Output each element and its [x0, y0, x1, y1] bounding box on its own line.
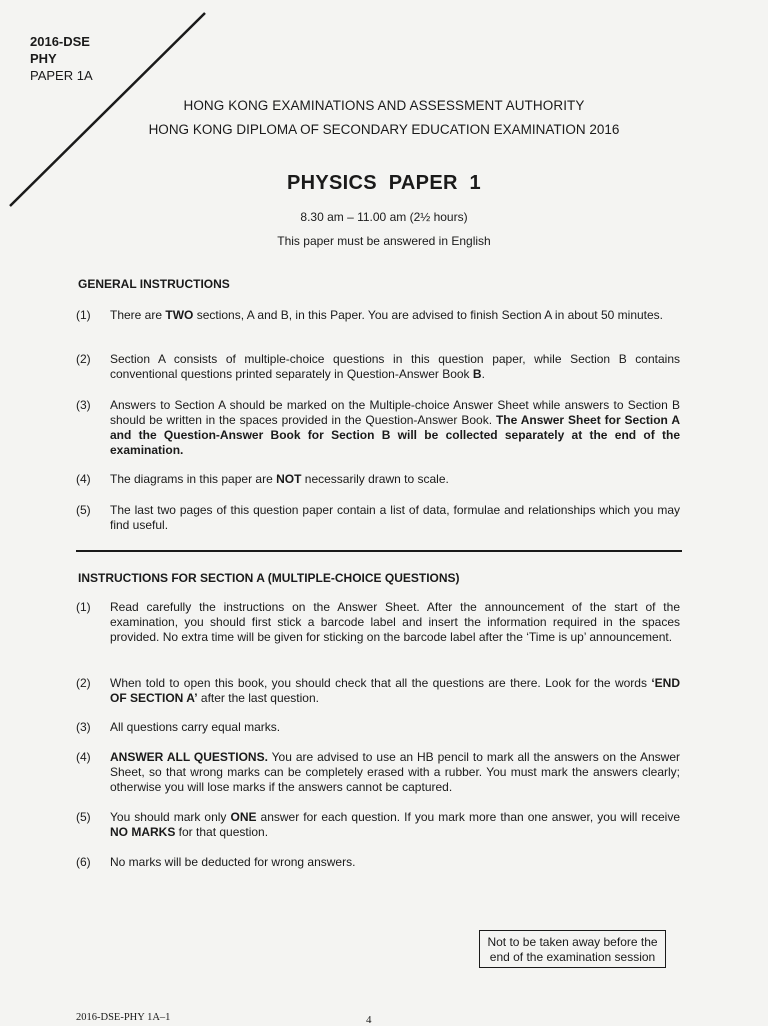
instruction-number: (5) — [76, 503, 91, 517]
instruction-emphasis: ANSWER ALL QUESTIONS. — [110, 750, 268, 764]
instruction-number: (2) — [76, 352, 91, 366]
instruction-text — [110, 600, 680, 645]
paper-code-block — [30, 33, 93, 84]
instruction-text — [110, 810, 680, 840]
instruction-text-run: When told to open this book, you should check that all the questions are there. Look for the words — [110, 676, 652, 690]
instruction-emphasis: NOT — [276, 472, 302, 486]
authority-name: HONG KONG EXAMINATIONS AND ASSESSMENT AUTHORITY — [183, 98, 585, 113]
general-instructions-heading: GENERAL INSTRUCTIONS — [78, 277, 230, 291]
section-a-instructions-heading: INSTRUCTIONS FOR SECTION A (MULTIPLE-CHOICE QUESTIONS) — [78, 571, 460, 585]
section-divider — [76, 550, 682, 552]
instruction-item — [76, 676, 680, 706]
footer-code: 2016-DSE-PHY 1A–1 — [76, 1012, 171, 1023]
instruction-number: (5) — [76, 810, 91, 824]
notice-line-2: end of the examination session — [489, 950, 656, 964]
instruction-text-run: All questions carry equal marks. — [110, 720, 281, 734]
page-number: 4 — [366, 1014, 372, 1026]
instruction-emphasis: ONE — [230, 810, 257, 824]
instruction-number: (3) — [76, 720, 91, 734]
instruction-text-run: The diagrams in this paper are — [110, 472, 277, 486]
instruction-text — [110, 308, 680, 323]
exam-time: 8.30 am – 11.00 am (2½ hours) — [300, 210, 468, 224]
instruction-emphasis: NO MARKS — [110, 825, 176, 839]
instruction-number: (2) — [76, 676, 91, 690]
language-note: This paper must be answered in English — [277, 234, 491, 248]
instruction-text-run: You should mark only — [110, 810, 231, 824]
exam-name: HONG KONG DIPLOMA OF SECONDARY EDUCATION EXAMINATION 2016 — [148, 122, 620, 137]
instruction-text-run: You are advised to use an HB pencil to mark all the answers on the Answer Sheet, so that wrong marks can be completely erased with a rubber. You must mark the answers clearly; otherwise you will lose marks if the answers cannot be captured. — [110, 750, 680, 794]
instruction-text-run: Section A consists of multiple-choice questions in this question paper, while Section B contains conventional questions printed separately in Question-Answer Book — [110, 352, 680, 381]
page-title: PHYSICS PAPER 1 — [287, 172, 481, 194]
instruction-item — [76, 750, 680, 795]
instruction-text-run: Read carefully the instructions on the Answer Sheet. After the announcement of the start of the examination, you should first stick a barcode label and insert the information required in the spaces provided. No extra time will be given for sticking on the barcode label after the ‘Time is up’ announcement. — [110, 600, 680, 644]
instruction-item — [76, 503, 680, 533]
instruction-text — [110, 750, 680, 795]
instruction-text — [110, 398, 680, 458]
instruction-emphasis: The Answer Sheet for Section A and the Question-Answer Book for Section B will be collected separately at the end of the examination. — [110, 413, 681, 457]
instruction-text-run: after the last question. — [197, 691, 319, 705]
instruction-item — [76, 472, 680, 487]
notice-box — [479, 930, 666, 968]
instruction-text-run: There are — [110, 308, 166, 322]
instruction-text — [110, 720, 680, 735]
instruction-text — [110, 855, 680, 870]
instruction-text-run: necessarily drawn to scale. — [301, 472, 449, 486]
instruction-item — [76, 398, 680, 458]
instruction-text-run: Answers to Section A should be marked on the Multiple-choice Answer Sheet while answers to Section B should be written in the spaces provided in the Question-Answer Book. — [110, 398, 680, 427]
instruction-item — [76, 352, 680, 382]
paper-code-subject: PHY — [30, 51, 57, 66]
instruction-item — [76, 720, 680, 735]
instruction-emphasis: ‘END OF SECTION A’ — [110, 676, 680, 705]
paper-code-year: 2016-DSE — [30, 34, 90, 49]
notice-line-1: Not to be taken away before the — [487, 935, 658, 949]
instruction-item — [76, 308, 680, 323]
instruction-text-run: sections, A and B, in this Paper. You are advised to finish Section A in about 50 minutes. — [193, 308, 664, 322]
instruction-text-run: . — [481, 367, 485, 381]
instruction-text-run: answer for each question. If you mark more than one answer, you will receive — [256, 810, 680, 824]
instruction-text-run: The last two pages of this question paper contain a list of data, formulae and relationships which you may find useful. — [110, 503, 680, 532]
paper-code-paper: PAPER 1A — [30, 68, 93, 83]
instruction-number: (4) — [76, 472, 91, 486]
instruction-emphasis: TWO — [165, 308, 194, 322]
instruction-text-run: No marks will be deducted for wrong answers. — [110, 855, 356, 869]
instruction-number: (1) — [76, 308, 91, 322]
instruction-text-run: for that question. — [175, 825, 269, 839]
instruction-number: (6) — [76, 855, 91, 869]
instruction-number: (4) — [76, 750, 91, 764]
instruction-item — [76, 600, 680, 645]
instruction-text — [110, 676, 680, 706]
instruction-text — [110, 503, 680, 533]
instruction-text — [110, 472, 680, 487]
instruction-number: (1) — [76, 600, 91, 614]
instruction-item — [76, 810, 680, 840]
instruction-text — [110, 352, 680, 382]
instruction-emphasis: B — [472, 367, 482, 381]
instruction-item — [76, 855, 680, 870]
instruction-number: (3) — [76, 398, 91, 412]
